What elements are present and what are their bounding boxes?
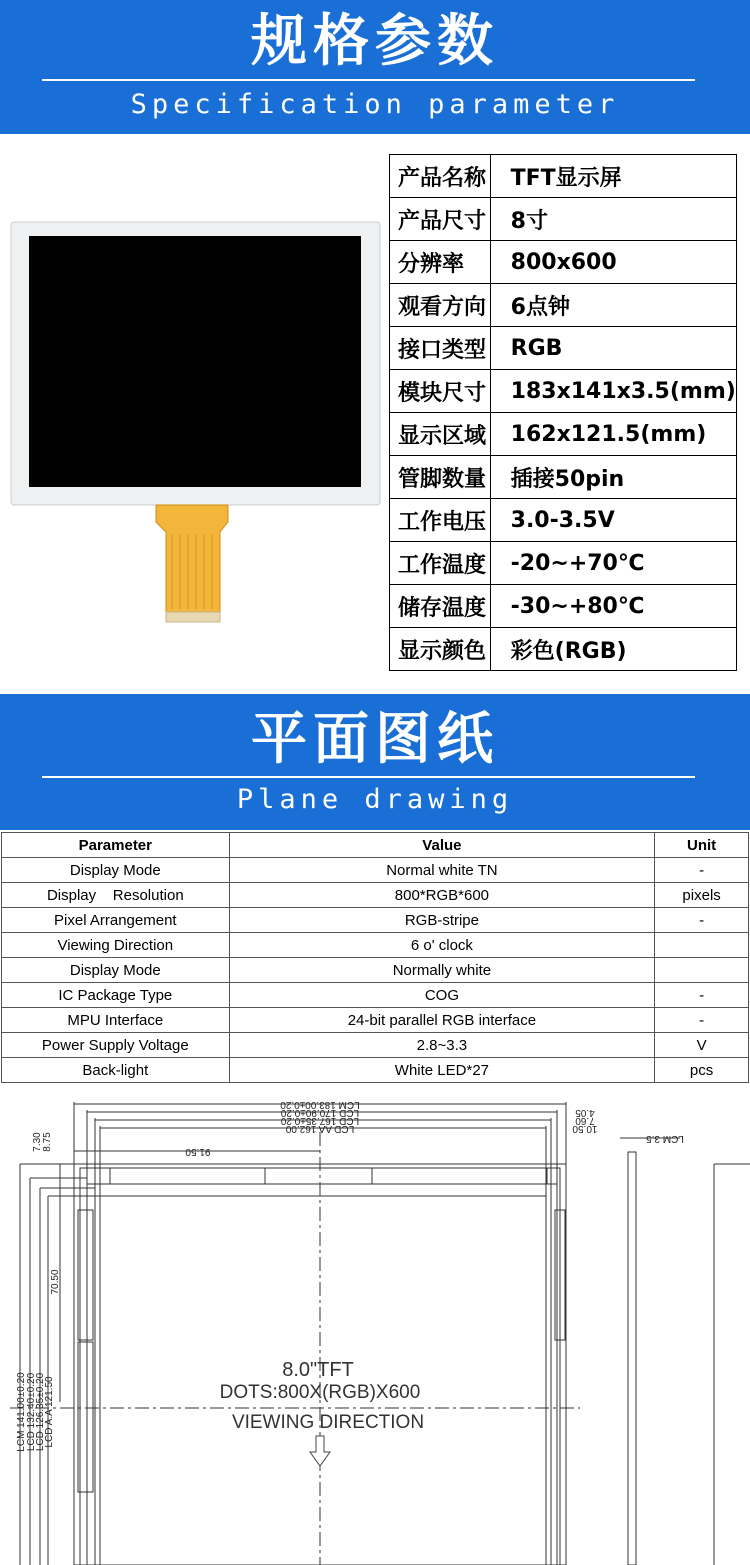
table-row [2,1033,749,1058]
header-unit: Unit [655,833,749,858]
spec-value: 6点钟 [490,284,736,327]
panel-screen [29,236,361,487]
spec-label: 观看方向 [390,284,491,327]
dim-active-area-width: LCD AA 162.00 [285,1123,355,1134]
param-name: Pixel Arrangement [2,908,230,933]
dim-lcm-height: LCM 141.00±0.20 [16,1372,27,1452]
spec-title-divider [42,79,695,81]
table-row [2,858,749,883]
param-name: Viewing Direction [2,933,230,958]
drawing-title-zh: 平面图纸 [251,707,499,772]
dim-left-top-1: 7.30 [32,1132,43,1152]
param-unit [655,958,749,983]
spec-row [390,499,737,542]
param-name: Display Resolution [2,883,230,908]
dim-lcd-inner-width: LCD 167.35±0.20 [280,1115,360,1126]
spec-value: 800x600 [490,241,736,284]
dim-half-width: 91.50 [185,1146,211,1157]
viewing-direction-arrow-icon [310,1436,330,1466]
spec-row [390,284,737,327]
spec-value: RGB [490,327,736,370]
spec-row [390,198,737,241]
param-value: RGB-stripe [229,908,655,933]
param-unit: - [655,858,749,883]
spec-row [390,585,737,628]
spec-table [389,154,737,671]
spec-value: 彩色(RGB) [490,628,736,671]
spec-row [390,456,737,499]
table-row [2,1058,749,1083]
spec-label: 产品尺寸 [390,198,491,241]
table-row [2,883,749,908]
spec-label: 工作电压 [390,499,491,542]
fpc-connector [156,505,228,612]
table-row [2,933,749,958]
table-row [2,958,749,983]
drawing-banner [0,694,750,830]
dim-active-area-height: LCD A.A 121.50 [44,1376,55,1448]
header-value: Value [229,833,655,858]
parameter-header-row [2,833,749,858]
parameter-table [1,832,749,1083]
spec-value: 183x141x3.5(mm) [490,370,736,413]
param-name: IC Package Type [2,983,230,1008]
param-value: 6 o' clock [229,933,655,958]
drawing-viewing-direction-label: VIEWING DIRECTION [231,1412,425,1433]
param-unit: pixels [655,883,749,908]
table-row [2,908,749,933]
param-name: Back-light [2,1058,230,1083]
dim-right-offset-2: 7.60 [575,1115,595,1126]
param-value: Normal white TN [229,858,655,883]
param-value: White LED*27 [229,1058,655,1083]
drawing-title-divider [42,776,695,778]
spec-label: 分辨率 [390,241,491,284]
drawing-dots-label: DOTS:800X(RGB)X600 [219,1382,421,1403]
param-name: Display Mode [2,858,230,883]
spec-row [390,542,737,585]
param-value: Normally white [229,958,655,983]
dim-lcd-outer-width: LCD 170.90±0.20 [280,1107,360,1118]
drawing-model-label: 8.0"TFT [282,1359,354,1381]
param-unit: pcs [655,1058,749,1083]
spec-label: 接口类型 [390,327,491,370]
dim-left-top-2: 8.75 [42,1132,53,1152]
spec-row [390,413,737,456]
param-unit: V [655,1033,749,1058]
spec-row [390,327,737,370]
spec-value: -20~+70℃ [490,542,736,585]
spec-title-en: Specification parameter [130,89,620,120]
param-name: MPU Interface [2,1008,230,1033]
spec-value: 插接50pin [490,456,736,499]
technical-drawing [0,1092,750,1565]
dim-lcd-inner-height: LCD 126.35±0.20 [35,1372,46,1452]
spec-label: 产品名称 [390,155,491,198]
dim-lcd-outer-height: LCD 132.40±0.20 [26,1372,37,1452]
fpc-contacts [166,612,220,622]
spec-label: 储存温度 [390,585,491,628]
spec-row [390,155,737,198]
drawing-title-en: Plane drawing [236,784,514,815]
dim-right-offset-3: 10.50 [572,1123,598,1134]
param-name: Power Supply Voltage [2,1033,230,1058]
spec-row [390,628,737,671]
spec-label: 显示区域 [390,413,491,456]
dim-left-mid: 70.50 [50,1269,61,1295]
param-unit: - [655,1008,749,1033]
dim-lcm-width: LCM 183.00±0.20 [280,1099,360,1110]
spec-value: -30~+80℃ [490,585,736,628]
table-row [2,983,749,1008]
param-value: 24-bit parallel RGB interface [229,1008,655,1033]
spec-row [390,241,737,284]
param-name: Display Mode [2,958,230,983]
spec-value: 3.0-3.5V [490,499,736,542]
spec-value: 8寸 [490,198,736,241]
tft-panel-image [0,134,385,634]
spec-label: 管脚数量 [390,456,491,499]
spec-section [0,134,750,694]
param-value: COG [229,983,655,1008]
param-value: 2.8~3.3 [229,1033,655,1058]
spec-label: 工作温度 [390,542,491,585]
dim-thickness: LCM 3.5 [646,1133,684,1144]
param-value: 800*RGB*600 [229,883,655,908]
dim-right-offset-1: 4.05 [575,1107,595,1118]
param-unit: - [655,908,749,933]
spec-title-zh: 规格参数 [251,9,499,74]
spec-row [390,370,737,413]
spec-label: 模块尺寸 [390,370,491,413]
param-unit [655,933,749,958]
header-parameter: Parameter [2,833,230,858]
spec-value: 162x121.5(mm) [490,413,736,456]
spec-value: TFT显示屏 [490,155,736,198]
table-row [2,1008,749,1033]
spec-label: 显示颜色 [390,628,491,671]
param-unit: - [655,983,749,1008]
spec-banner [0,0,750,134]
